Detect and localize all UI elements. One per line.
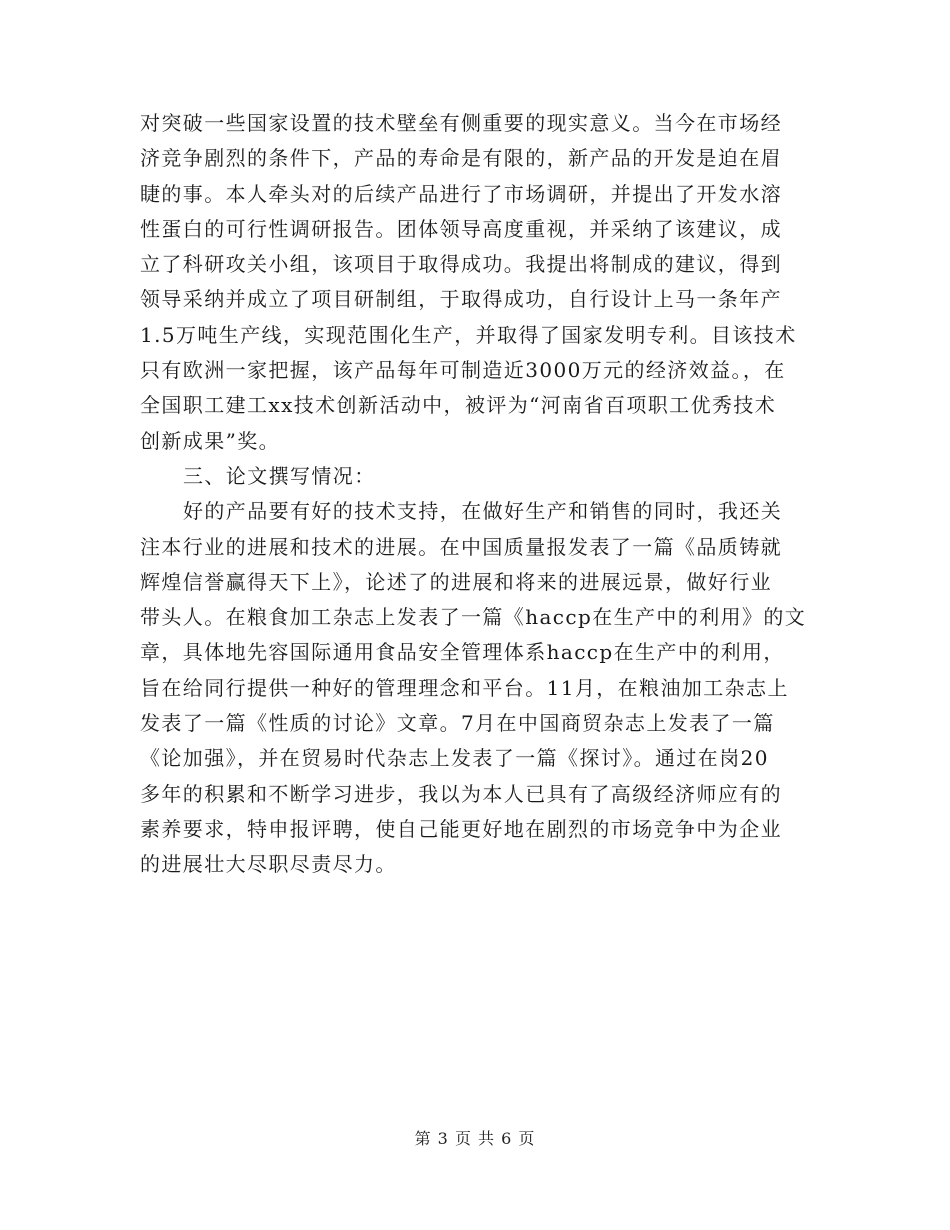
text-line: 立了科研攻关小组，该项目于取得成功。我提出将制成的建议，得到 xyxy=(140,252,782,277)
text-line: 注本行业的进展和技术的进展。在中国质量报发表了一篇《品质铸就 xyxy=(140,534,782,559)
page-footer: 第 3 页 共 6 页 xyxy=(414,1129,536,1148)
text-line: 带头人。在粮食加工杂志上发表了一篇《haccp在生产中的利用》的文 xyxy=(140,605,807,630)
text-line: 多年的积累和不断学习进步，我以为本人已具有了高级经济师应有的 xyxy=(140,781,782,806)
text-line: 1.5万吨生产线，实现范围化生产，并取得了国家发明专利。目该技术 xyxy=(140,322,797,347)
text-line: 全国职工建工xx技术创新活动中，被评为“河南省百项职工优秀技术 xyxy=(140,393,777,418)
text-line: 只有欧洲一家把握，该产品每年可制造近3000万元的经济效益。，在 xyxy=(140,358,786,383)
text-line: 济竞争剧烈的条件下，产品的寿命是有限的，新产品的开发是迫在眉 xyxy=(140,146,782,171)
text-line: 创新成果”奖。 xyxy=(140,428,281,453)
text-line: 的进展壮大尽职尽责尽力。 xyxy=(140,852,397,877)
text-line: 发表了一篇《性质的讨论》文章。7月在中国商贸杂志上发表了一篇 xyxy=(140,711,775,736)
text-line: 性蛋白的可行性调研报告。团体领导高度重视，并采纳了该建议，成 xyxy=(140,216,782,241)
text-line: 辉煌信誉赢得天下上》，论述了的进展和将来的进展远景，做好行业 xyxy=(140,569,772,594)
text-line: 素养要求，特申报评聘，使自己能更好地在剧烈的市场竞争中为企业 xyxy=(140,816,782,841)
text-line: 好的产品要有好的技术支持，在做好生产和销售的同时，我还关 xyxy=(183,499,783,524)
text-line: 睫的事。本人牵头对的后续产品进行了市场调研，并提出了开发水溶 xyxy=(140,181,782,206)
body-text xyxy=(140,106,820,883)
text-line: 《论加强》，并在贸易时代杂志上发表了一篇《探讨》。通过在岗20 xyxy=(140,746,769,771)
text-line: 三、论文撰写情况： xyxy=(183,463,376,488)
text-line: 旨在给同行提供一种好的管理理念和平台。11月，在粮油加工杂志上 xyxy=(140,675,789,700)
text-line: 章，具体地先容国际通用食品安全管理体系haccp在生产中的利用， xyxy=(140,640,785,665)
text-line: 对突破一些国家设置的技术壁垒有侧重要的现实意义。当今在市场经 xyxy=(140,111,782,135)
text-line: 领导采纳并成立了项目研制组，于取得成功，自行设计上马一条年产 xyxy=(140,287,782,312)
